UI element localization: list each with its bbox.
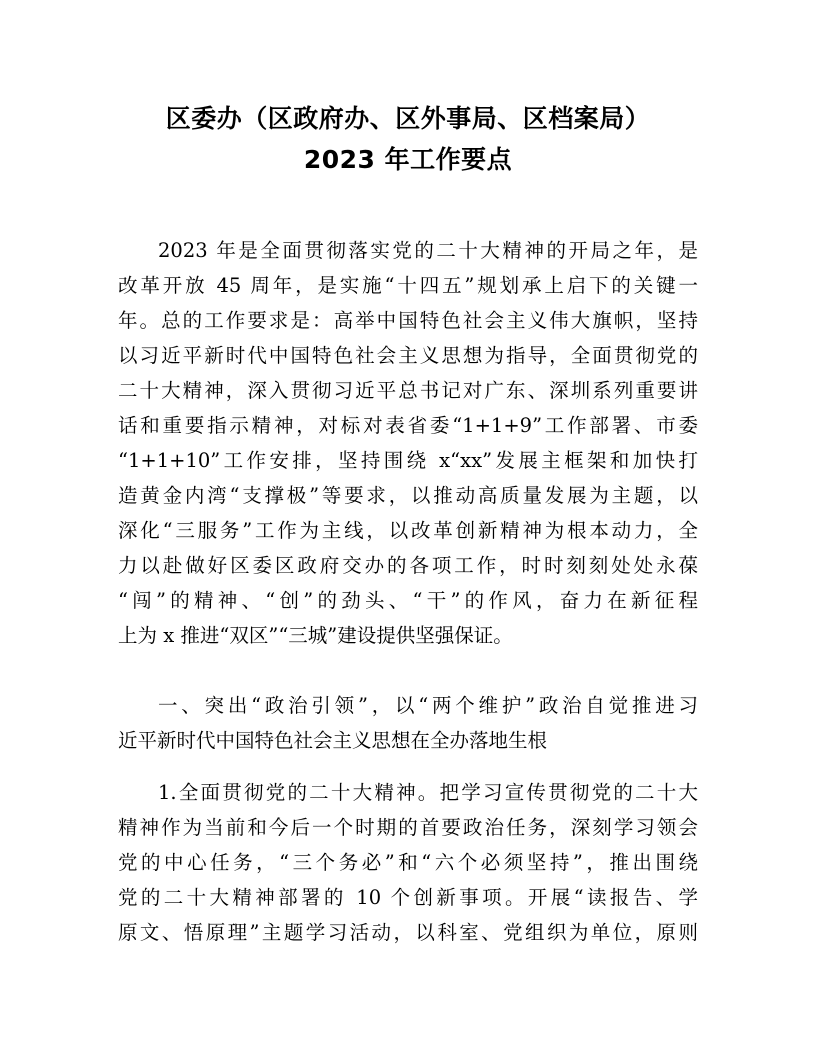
paragraph-line: 话和重要指示精神，对标对表省委“1+1+9”工作部署、市委 <box>118 414 698 437</box>
paragraph-line: 上为 x 推进“双区”“三城”建设提供坚强保证。 <box>118 624 513 647</box>
paragraph-line: 年。总的工作要求是：高举中国特色社会主义伟大旗帜，坚持 <box>118 309 698 332</box>
document-title-line-1: 区委办（区政府办、区外事局、区档案局） <box>165 104 651 133</box>
paragraph-line: 以习近平新时代中国特色社会主义思想为指导，全面贯彻党的 <box>118 344 698 367</box>
paragraph-line: 2023 年是全面贯彻落实党的二十大精神的开局之年，是 <box>158 239 698 262</box>
heading-line: 近平新时代中国特色社会主义思想在全办落地生根 <box>118 729 548 752</box>
section-heading-1 <box>118 688 698 758</box>
paragraph-line: 造黄金内湾“支撑极”等要求，以推动高质量发展为主题，以 <box>118 484 698 507</box>
intro-paragraph <box>118 233 698 653</box>
paragraph-line: 党的中心任务，“三个务必”和“六个必须坚持”，推出围绕 <box>118 851 698 874</box>
paragraph-line: “闯”的精神、“创”的劲头、“干”的作风，奋力在新征程 <box>118 589 698 612</box>
paragraph-line: 党的二十大精神部署的 10 个创新事项。开展“读报告、学 <box>118 886 698 909</box>
paragraph-line: 改革开放 45 周年，是实施“十四五”规划承上启下的关键一 <box>118 274 698 297</box>
paragraph-line: 精神作为当前和今后一个时期的首要政治任务，深刻学习领会 <box>118 816 698 839</box>
item-1-paragraph <box>118 775 698 950</box>
paragraph-line: 原文、悟原理”主题学习活动，以科室、党组织为单位，原则 <box>118 921 698 944</box>
paragraph-line: 二十大精神，深入贯彻习近平总书记对广东、深圳系列重要讲 <box>118 379 698 402</box>
heading-line: 一、突出“政治引领”，以“两个维护”政治自觉推进习 <box>158 694 698 717</box>
paragraph-line: 力以赴做好区委区政府交办的各项工作，时时刻刻处处永葆 <box>118 554 698 577</box>
paragraph-line: 1.全面贯彻党的二十大精神。把学习宣传贯彻党的二十大 <box>158 781 698 804</box>
paragraph-line: 深化“三服务”工作为主线，以改革创新精神为根本动力，全 <box>118 519 698 542</box>
document-title-line-2: 2023 年工作要点 <box>303 145 513 174</box>
paragraph-line: “1+1+10”工作安排，坚持围绕 x“xx”发展主框架和加快打 <box>118 449 698 472</box>
